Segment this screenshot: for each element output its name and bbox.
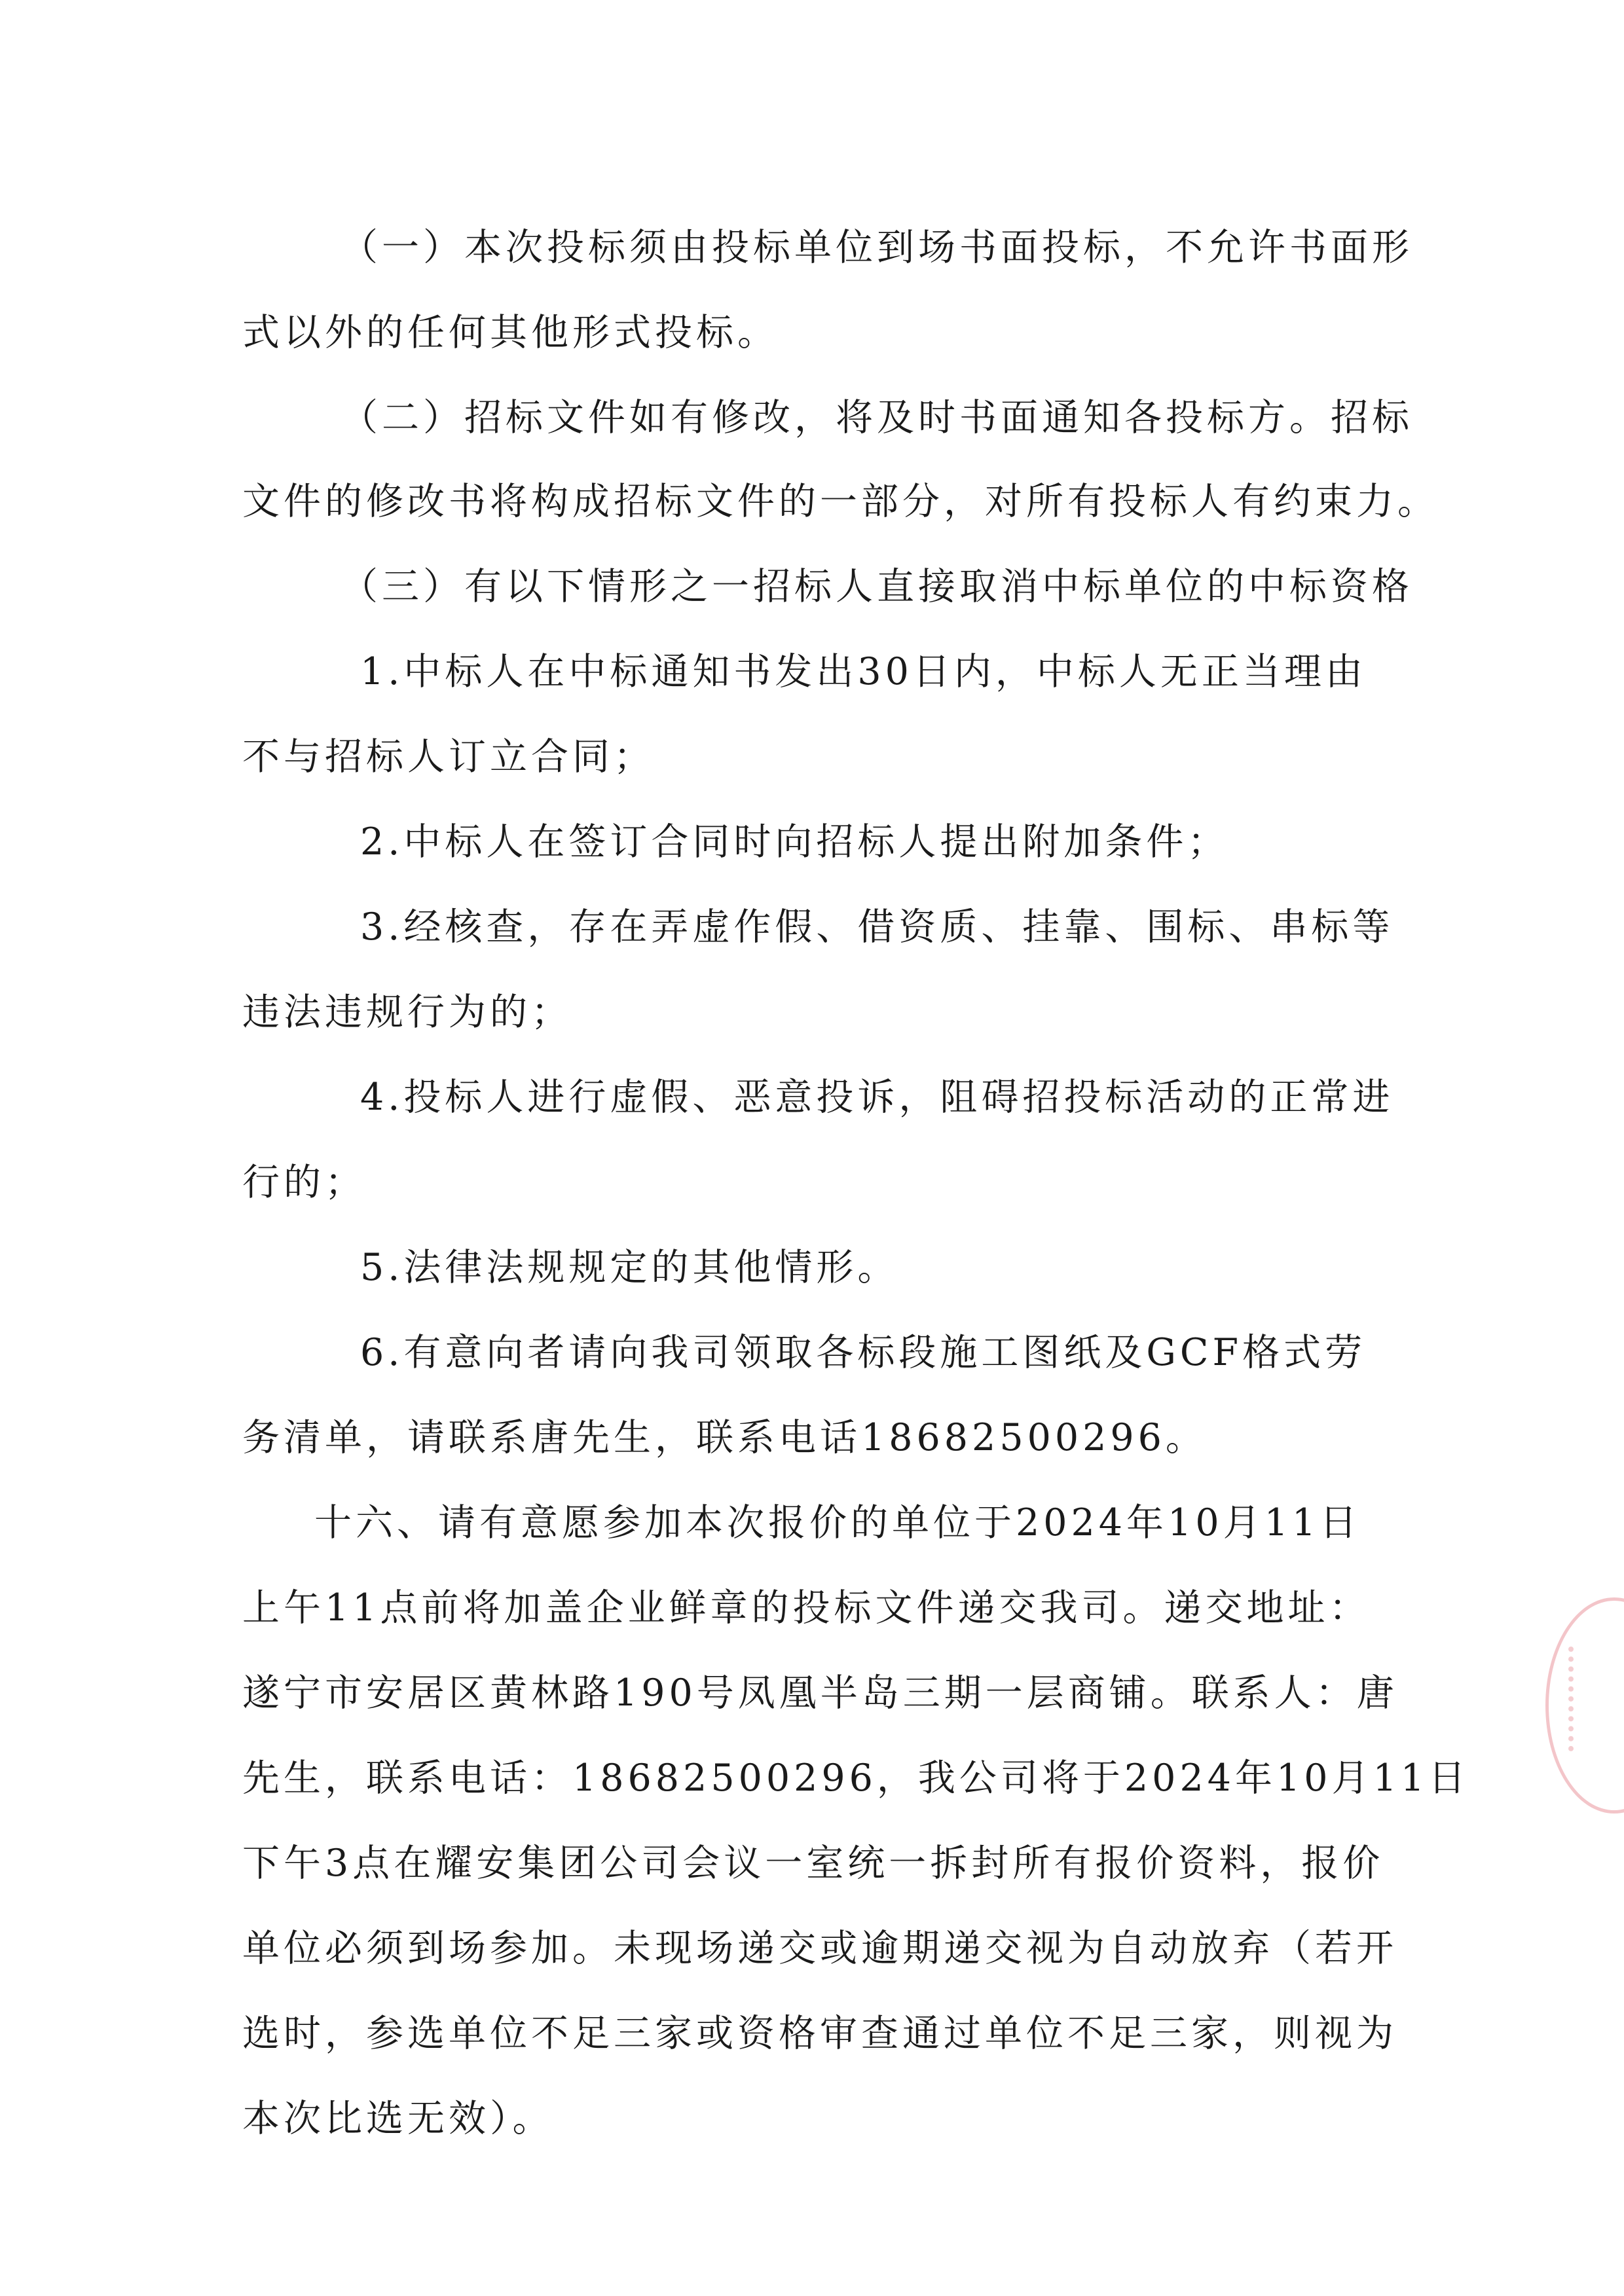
paragraph-line: 1.中标人在中标通知书发出30日内，中标人无正当理由 [360, 650, 1367, 693]
paragraph-line: 单位必须到场参加。未现场递交或逾期递交视为自动放弃（若开 [242, 1927, 1397, 1970]
paragraph-line: 不与招标人订立合同； [242, 735, 655, 778]
paragraph-line: 文件的修改书将构成招标文件的一部分，对所有投标人有约束力。 [242, 480, 1439, 523]
paragraph-line: 式以外的任何其他形式投标。 [242, 311, 779, 354]
seal-marks [1568, 1647, 1624, 1751]
paragraph-line: 选时，参选单位不足三家或资格审查通过单位不足三家，则视为 [242, 2012, 1397, 2055]
paragraph-line: （二）招标文件如有修改，将及时书面通知各投标方。招标 [341, 396, 1413, 439]
paragraph-line: 行的； [242, 1161, 366, 1204]
paragraph-line: （一）本次投标须由投标单位到场书面投标，不允许书面形 [341, 226, 1413, 269]
paragraph-line: 遂宁市安居区黄林路190号凤凰半岛三期一层商铺。联系人：唐 [242, 1671, 1398, 1715]
paragraph-line: 十六、请有意愿参加本次报价的单位于2024年10月11日 [314, 1501, 1361, 1544]
paragraph-line: 务清单，请联系唐先生，联系电话18682500296。 [242, 1416, 1207, 1459]
paragraph-line: 5.法律法规规定的其他情形。 [360, 1246, 899, 1289]
paragraph-line: 4.投标人进行虚假、恶意投诉，阻碍招投标活动的正常进 [360, 1076, 1394, 1119]
red-seal-stamp [1545, 1597, 1624, 1813]
paragraph-line: （三）有以下情形之一招标人直接取消中标单位的中标资格 [341, 565, 1413, 608]
paragraph-line: 3.经核查，存在弄虚作假、借资质、挂靠、围标、串标等 [360, 905, 1394, 949]
paragraph-line: 先生，联系电话：18682500296，我公司将于2024年10月11日 [242, 1757, 1470, 1800]
paragraph-line: 6.有意向者请向我司领取各标段施工图纸及GCF格式劳 [360, 1331, 1367, 1374]
paragraph-line: 本次比选无效）。 [242, 2097, 554, 2140]
paragraph-line: 上午11点前将加盖企业鲜章的投标文件递交我司。递交地址： [242, 1586, 1371, 1630]
paragraph-line: 违法违规行为的； [242, 991, 572, 1034]
paragraph-line: 2.中标人在签订合同时向招标人提出附加条件； [360, 820, 1229, 864]
paragraph-line: 下午3点在耀安集团公司会议一室统一拆封所有报价资料，报价 [242, 1842, 1384, 1885]
